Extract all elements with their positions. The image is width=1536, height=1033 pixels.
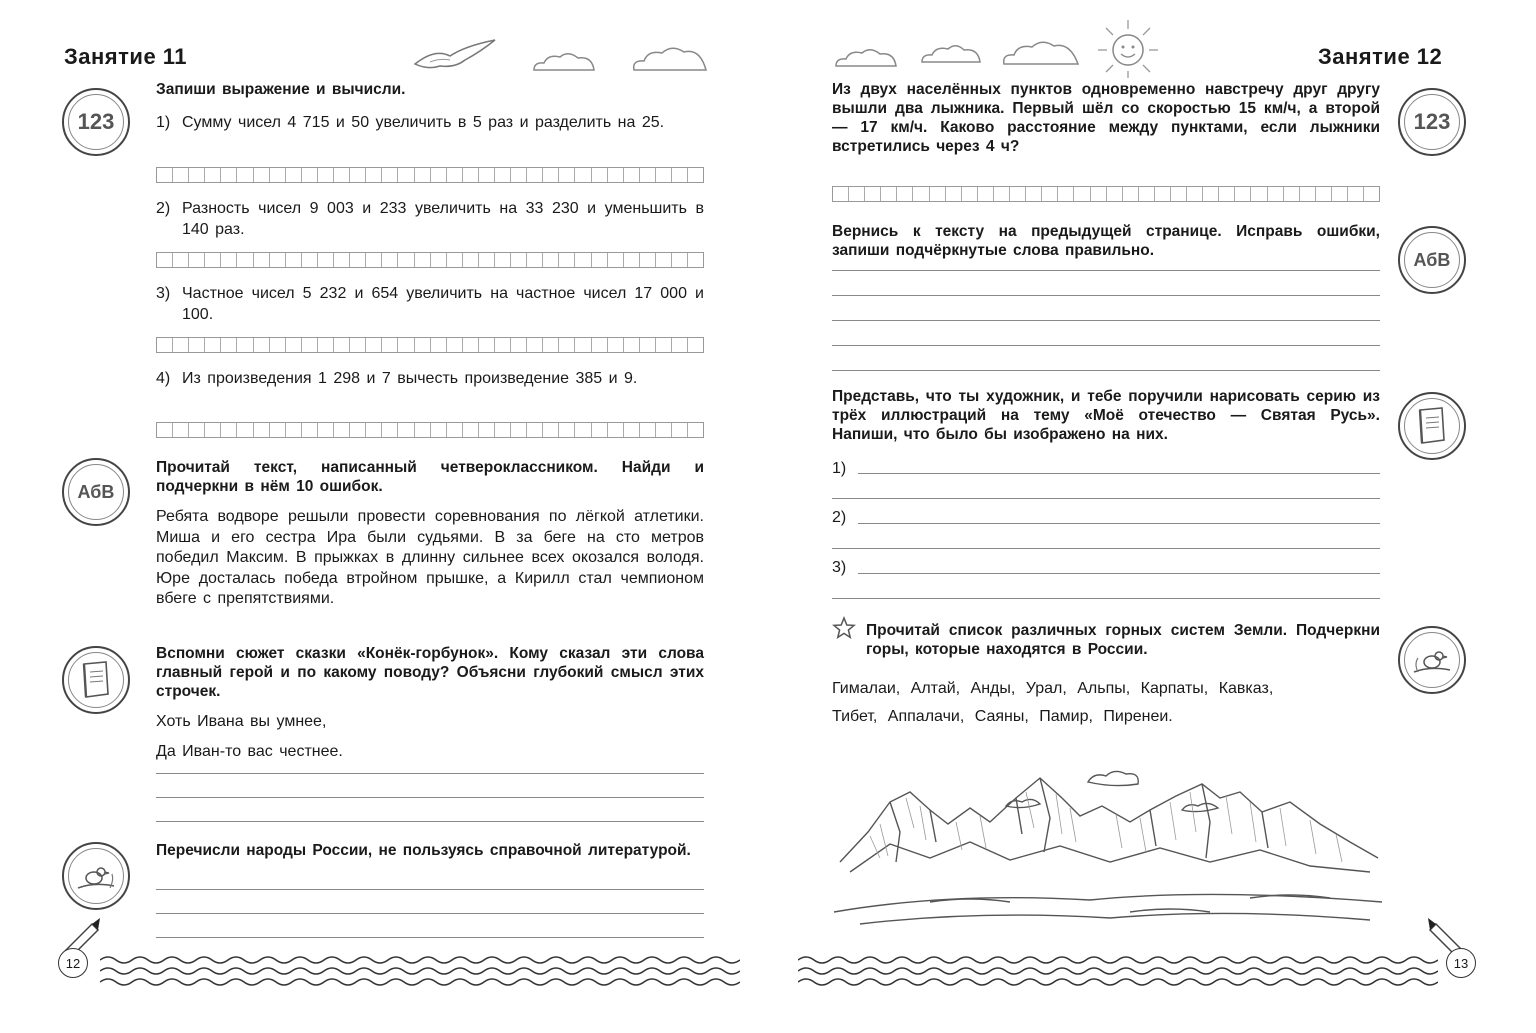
answer-line[interactable] — [832, 598, 1380, 599]
task4-instruction: Перечисли народы России, не пользуясь справочной литературой. — [156, 842, 691, 859]
answer-line[interactable] — [858, 573, 1380, 574]
task1-item-4 — [156, 368, 704, 389]
task1-item-2 — [156, 198, 704, 240]
math-icon-label: 123 — [77, 109, 115, 134]
answer-line[interactable] — [832, 370, 1380, 371]
answer-line[interactable] — [832, 548, 1380, 549]
math-icon-label: 123 — [1413, 109, 1451, 134]
r-task1-instruction: Из двух населённых пунктов одновременно навстречу друг другу вышли два лыжника. Первый шёл со скоростью 15 км/ч, а второй — 17 км/ч. Каково расстояние между пунктами, если лыжники встретились через 4 ч? — [832, 81, 1380, 155]
wave-border — [798, 952, 1438, 992]
task3-instruction: Вспомни сюжет сказки «Конёк-горбунок». Кому сказал эти слова главный герой и по какому поводу? Объясни глубокий смысл этих строчек. — [156, 645, 704, 700]
wave-border — [100, 952, 740, 992]
reading-task-icon — [62, 646, 130, 714]
cloud-illustration — [1000, 38, 1086, 68]
mountains-illustration — [830, 762, 1390, 938]
mountains-list-line-1: Гималаи, Алтай, Анды, Урал, Альпы, Карпаты, Кавказ, — [832, 680, 1274, 697]
verse-line-2: Да Иван-то вас честнее. — [156, 743, 343, 760]
answer-cells[interactable] — [832, 186, 1380, 202]
page-number-right — [1446, 948, 1476, 978]
mountains-list-line-2: Тибет, Аппалачи, Саяны, Памир, Пиренеи. — [832, 708, 1173, 725]
task1-item-1 — [156, 112, 704, 133]
answer-line[interactable] — [858, 523, 1380, 524]
answer-cells[interactable] — [156, 422, 704, 438]
bird-illustration — [410, 36, 500, 74]
book-icon — [78, 660, 114, 700]
item-number: 2) — [156, 200, 171, 217]
page-number-left — [58, 948, 88, 978]
answer-cells[interactable] — [156, 252, 704, 268]
lesson-title-left: Занятие 11 — [64, 44, 188, 69]
answer-line[interactable] — [832, 295, 1380, 296]
illustration-label-1: 1) — [832, 460, 847, 477]
answer-line[interactable] — [832, 498, 1380, 499]
russian-language-icon — [1398, 226, 1466, 294]
r-task2-instruction: Вернись к тексту на предыдущей странице. Исправь ошибки, запиши подчёркнутые слова правильно. — [832, 223, 1380, 259]
reading-task-icon — [1398, 392, 1466, 460]
answer-line[interactable] — [156, 773, 704, 774]
r-task4-instruction: Прочитай список различных горных систем Земли. Подчеркни горы, которые находятся в России. — [866, 622, 1380, 658]
answer-line[interactable] — [832, 345, 1380, 346]
sun-icon — [1092, 16, 1164, 80]
cloud-illustration — [630, 42, 714, 74]
russian-language-icon — [62, 458, 130, 526]
item-text: Из произведения 1 298 и 7 вычесть произведение 385 и 9. — [182, 370, 638, 387]
world-task-icon — [62, 842, 130, 910]
answer-line[interactable] — [156, 797, 704, 798]
cloud-illustration — [530, 48, 600, 74]
task1-item-3 — [156, 283, 704, 325]
book-icon — [1414, 406, 1450, 446]
task2-text: Ребята водворе решыли провести соревнования по лёгкой атлетики. Миша и его сестра Ира были судьями. В за беге на сто метров победил Максим. В прыжках в длинну сильнее всех окозался володя. Юре досталась победа втройном прышке, а Кирилл стал чемпионом вбеге с препятствиями. — [156, 508, 704, 607]
item-number: 3) — [156, 285, 171, 302]
item-number: 1) — [156, 114, 171, 131]
task2-instruction: Прочитай текст, написанный четвероклассником. Найди и подчеркни в нём 10 ошибок. — [156, 459, 704, 495]
answer-line[interactable] — [832, 320, 1380, 321]
answer-line[interactable] — [156, 889, 704, 890]
answer-cells[interactable] — [156, 167, 704, 183]
cloud-illustration — [918, 40, 984, 66]
page-number-text: 13 — [1453, 955, 1469, 971]
item-text: Сумму чисел 4 715 и 50 увеличить в 5 раз и разделить на 25. — [182, 114, 665, 131]
task1-instruction: Запиши выражение и вычисли. — [156, 81, 406, 98]
answer-cells[interactable] — [156, 337, 704, 353]
item-number: 4) — [156, 370, 171, 387]
math-task-icon — [62, 88, 130, 156]
bird-on-branch-icon — [74, 858, 118, 894]
world-task-icon — [1398, 626, 1466, 694]
verse-line-1: Хоть Ивана вы умнее, — [156, 713, 327, 730]
answer-line[interactable] — [156, 821, 704, 822]
star-icon — [832, 616, 856, 640]
item-text: Частное чисел 5 232 и 654 увеличить на частное чисел 17 000 и 100. — [182, 285, 704, 323]
abc-icon-label: АбВ — [1413, 249, 1451, 270]
illustration-label-2: 2) — [832, 509, 847, 526]
lesson-title-right: Занятие 12 — [1318, 44, 1443, 69]
bird-on-branch-icon — [1410, 642, 1454, 678]
cloud-illustration — [832, 44, 902, 70]
item-text: Разность чисел 9 003 и 233 увеличить на 33 230 и уменьшить в 140 раз. — [182, 200, 704, 238]
r-task3-instruction: Представь, что ты художник, и тебе поручили нарисовать серию из трёх иллюстраций на тему «Моё отечество — Святая Русь». Напиши, что было бы изображено на них. — [832, 388, 1380, 443]
answer-line[interactable] — [832, 270, 1380, 271]
answer-line[interactable] — [858, 473, 1380, 474]
answer-line[interactable] — [156, 913, 704, 914]
illustration-label-3: 3) — [832, 559, 847, 576]
abc-icon-label: АбВ — [77, 481, 115, 502]
page-number-text: 12 — [65, 955, 81, 971]
math-task-icon — [1398, 88, 1466, 156]
answer-line[interactable] — [156, 937, 704, 938]
